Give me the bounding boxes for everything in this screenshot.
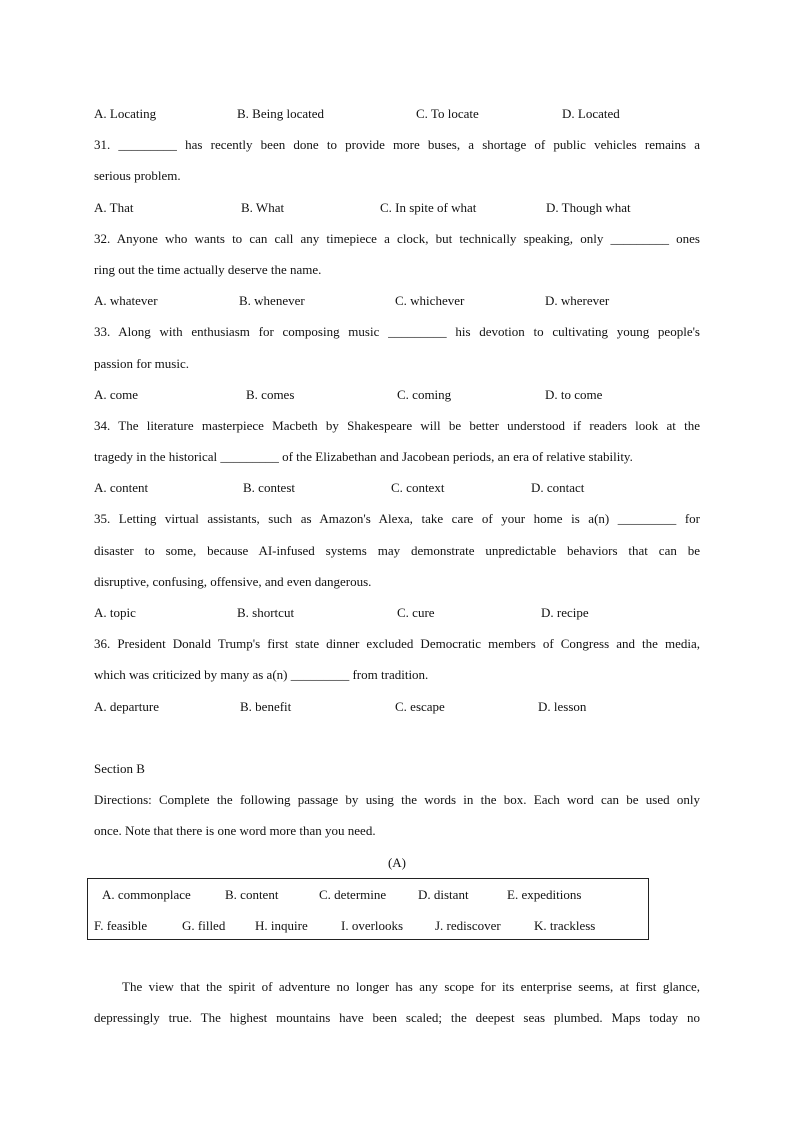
- q31-stem-line1: 31. _________ has recently been done to provide more buses, a shortage of public vehicles remains a: [94, 137, 700, 153]
- q32-option-a: A. whatever: [94, 293, 158, 309]
- word-b: B. content: [225, 886, 279, 902]
- word-j: J. rediscover: [435, 917, 501, 933]
- q36-option-c: C. escape: [395, 698, 445, 714]
- word-c: C. determine: [319, 886, 387, 902]
- q35-stem-line3: disruptive, confusing, offensive, and even dangerous.: [94, 573, 372, 589]
- q33-option-a: A. come: [94, 386, 139, 402]
- word-box-row2: [88, 911, 648, 941]
- word-e: E. expeditions: [507, 886, 582, 902]
- spacer: [94, 940, 700, 971]
- q34-stem-line2: tragedy in the historical _________ of the Elizabethan and Jacobean periods, an era of relative stability.: [94, 449, 633, 465]
- q34-option-b: B. contest: [243, 480, 295, 496]
- q31-option-c: C. In spite of what: [380, 199, 477, 215]
- q36-option-a: A. departure: [94, 698, 159, 714]
- q36-stem-line1: 36. President Donald Trump's first state dinner excluded Democratic members of Congress and the media,: [94, 636, 700, 652]
- q36-option-d: D. lesson: [538, 698, 587, 714]
- q31-option-a: A. That: [94, 199, 134, 215]
- word-box-row1: [88, 880, 648, 910]
- q34-option-a: A. content: [94, 480, 149, 496]
- q34-option-c: C. context: [391, 480, 445, 496]
- q35-option-c: C. cure: [397, 605, 435, 620]
- passage-line2: depressingly true. The highest mountains have been scaled; the deepest seas plumbed. Maps today no: [94, 1010, 700, 1026]
- q33-option-d: D. to come: [545, 386, 603, 402]
- q36-options: [94, 691, 700, 722]
- word-h: H. inquire: [255, 917, 308, 933]
- word-d: D. distant: [418, 886, 469, 902]
- q32-option-b: B. whenever: [239, 293, 305, 309]
- directions-line1: Directions: Complete the following passage by using the words in the box. Each word can be used only: [94, 792, 700, 808]
- q34-stem-line1: 34. The literature masterpiece Macbeth by Shakespeare will be better understood if readers look at the: [94, 417, 700, 433]
- word-box: [87, 878, 649, 940]
- q30-options: [94, 98, 700, 129]
- q33-options: [94, 379, 700, 410]
- q35-option-a: A. topic: [94, 605, 136, 620]
- q32-stem-line2: ring out the time actually deserve the name.: [94, 261, 322, 277]
- section-b-title: Section B: [94, 760, 145, 776]
- word-f: F. feasible: [94, 917, 148, 933]
- word-g: G. filled: [182, 917, 226, 933]
- q33-option-b: B. comes: [246, 386, 295, 402]
- q34-option-d: D. contact: [531, 480, 585, 496]
- q30-option-c: C. To locate: [416, 106, 479, 121]
- q30-option-d: D. Located: [562, 106, 620, 121]
- word-k: K. trackless: [534, 917, 596, 933]
- q33-option-c: C. coming: [397, 386, 452, 402]
- q32-option-d: D. wherever: [545, 293, 610, 309]
- q34-options: [94, 472, 700, 503]
- q35-stem-line1: 35. Letting virtual assistants, such as Amazon's Alexa, take care of your home is a(n) _________ for: [94, 511, 700, 527]
- q36-stem-line2: which was criticized by many as a(n) _________ from tradition.: [94, 667, 429, 683]
- q33-stem-line2: passion for music.: [94, 355, 189, 371]
- q33-stem-line1: 33. Along with enthusiasm for composing music _________ his devotion to cultivating young people's: [94, 324, 700, 340]
- q30-option-b: B. Being located: [237, 106, 325, 121]
- q32-stem-line1: 32. Anyone who wants to can call any timepiece a clock, but technically speaking, only _________ ones: [94, 230, 700, 246]
- q32-options: [94, 285, 700, 316]
- passage-label: (A): [387, 854, 407, 870]
- q36-option-b: B. benefit: [240, 698, 292, 714]
- exam-page: [94, 98, 700, 1033]
- word-i: I. overlooks: [341, 917, 404, 933]
- q35-option-d: D. recipe: [541, 605, 589, 620]
- q35-options: [94, 597, 700, 628]
- spacer: [94, 722, 700, 753]
- q35-stem-line2: disaster to some, because AI-infused systems may demonstrate unpredictable behaviors that can be: [94, 542, 700, 558]
- directions-line2: once. Note that there is one word more than you need.: [94, 823, 376, 839]
- q31-option-d: D. Though what: [546, 199, 631, 215]
- passage-line1: The view that the spirit of adventure no longer has any scope for its enterprise seems, at first glance,: [122, 978, 700, 994]
- word-a: A. commonplace: [102, 886, 191, 902]
- q32-option-c: C. whichever: [395, 293, 465, 309]
- q35-option-b: B. shortcut: [237, 605, 295, 620]
- q31-options: [94, 192, 700, 223]
- q31-stem-line2: serious problem.: [94, 168, 181, 184]
- q30-option-a: A. Locating: [94, 106, 157, 121]
- q31-option-b: B. What: [241, 199, 285, 215]
